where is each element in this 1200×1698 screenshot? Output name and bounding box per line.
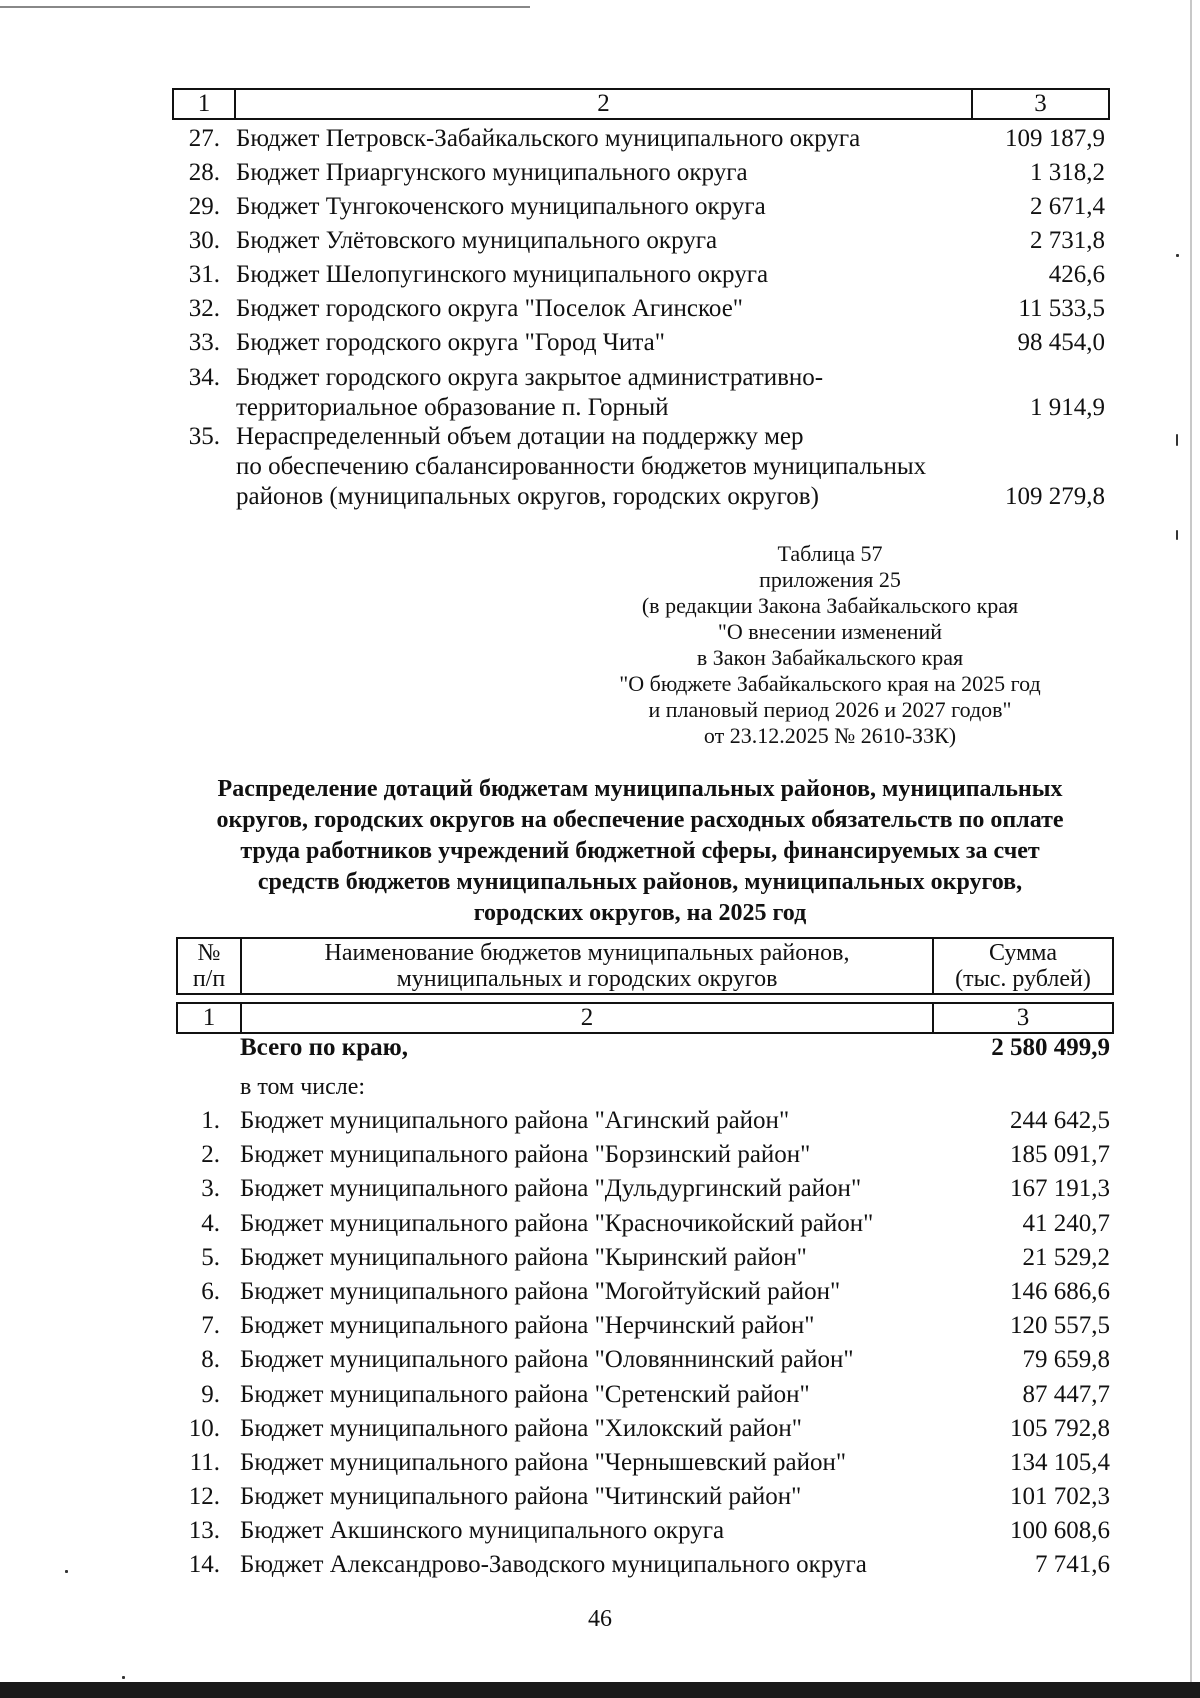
row-number: 2.: [201, 1141, 220, 1169]
row-number: 12.: [188, 1483, 220, 1511]
title-line: округов, городских округов на обеспечение расходных обязательств по оплате: [216, 807, 1064, 833]
total-value: 2 580 499,9: [991, 1034, 1110, 1061]
table-row: [176, 1378, 1110, 1412]
row-number: 7.: [201, 1312, 220, 1340]
row-name: Бюджет городского округа "Город Чита": [236, 329, 665, 356]
header-text: (тыс. рублей): [955, 966, 1091, 992]
row-name: Бюджет муниципального района "Могойтуйский район": [240, 1277, 841, 1305]
table-row: [176, 1548, 1110, 1582]
row-name: Бюджет муниципального района "Сретенский район": [240, 1380, 810, 1408]
row-amount: 1 318,2: [1030, 159, 1105, 186]
row-amount: 21 529,2: [1022, 1243, 1110, 1271]
row-amount: 426,6: [1048, 261, 1105, 288]
row-amount: 244 642,5: [1010, 1107, 1110, 1134]
row-amount: 87 447,7: [1022, 1380, 1110, 1408]
table1-row-34: [170, 363, 1105, 423]
row-name-line: Нераспределенный объем дотации на поддержку мер: [236, 423, 804, 450]
row-number: 4.: [201, 1209, 220, 1237]
row-number: 32.: [188, 295, 220, 322]
row-name: Бюджет муниципального района "Чернышевский район": [240, 1448, 847, 1476]
row-number: 11.: [189, 1448, 220, 1476]
page-number: 46: [588, 1606, 612, 1632]
table-row: [176, 1275, 1110, 1309]
appendix-line: (в редакции Закона Забайкальского края: [641, 593, 1019, 618]
scan-artifact-bottom-bar: [0, 1682, 1200, 1698]
row-amount: 109 279,8: [1005, 483, 1105, 510]
row-name: Бюджет муниципального района "Нерчинский район": [240, 1312, 815, 1340]
table-row: [170, 122, 1105, 156]
table-title: [165, 774, 1115, 929]
row-amount: 120 557,5: [1010, 1312, 1110, 1340]
column-number-1: 1: [197, 90, 211, 117]
row-amount: 2 731,8: [1030, 227, 1105, 254]
row-name-line: районов (муниципальных округов, городских округов): [236, 483, 819, 510]
column-number-2: 2: [234, 90, 971, 118]
row-number: 8.: [201, 1346, 220, 1374]
row-name: Бюджет Шелопугинского муниципального округа: [236, 261, 769, 288]
row-name-line: Бюджет городского округа закрытое административно-: [236, 364, 824, 391]
appendix-line: в Закон Забайкальского края: [696, 645, 964, 670]
scan-artifact-right-edge: [1190, 0, 1192, 1698]
total-label: Всего по краю,: [240, 1034, 408, 1061]
table2-body: [176, 1104, 1110, 1583]
table-row: [170, 190, 1105, 224]
appendix-line: Таблица 57: [777, 541, 883, 566]
row-number: 1.: [201, 1107, 220, 1134]
row-amount: 100 608,6: [1010, 1517, 1110, 1545]
column-number-3: 3: [932, 1004, 1112, 1032]
title-line: средств бюджетов муниципальных районов, муниципальных округов,: [257, 869, 1023, 895]
row-name-line: по обеспечению сбалансированности бюджетов муниципальных: [236, 453, 927, 480]
row-amount: 11 533,5: [1018, 295, 1105, 322]
table-row: [176, 1241, 1110, 1275]
row-number: 27.: [188, 125, 220, 152]
column-number-2: 2: [240, 1004, 932, 1032]
appendix-line: приложения 25: [759, 567, 901, 592]
header-text: муниципальных и городских округов: [396, 966, 778, 992]
table2-header: [176, 937, 1114, 995]
title-line: труда работников учреждений бюджетной сферы, финансируемых за счет: [240, 838, 1040, 864]
table1-column-numbers: [172, 88, 1110, 120]
table-row: [176, 1104, 1110, 1138]
table-row: [176, 1343, 1110, 1377]
table1-body: [170, 122, 1105, 360]
row-name: Бюджет Петровск-Забайкальского муниципального округа: [236, 125, 861, 152]
scan-speck: [1176, 530, 1178, 540]
header-col-sum: [932, 939, 1112, 993]
row-amount: 79 659,8: [1022, 1346, 1110, 1374]
row-name: Бюджет муниципального района "Агинский район": [240, 1107, 790, 1134]
table-row: [176, 1172, 1110, 1206]
scan-speck: [65, 1570, 68, 1573]
row-name: Бюджет Улётовского муниципального округа: [236, 227, 718, 254]
row-name-line: территориальное образование п. Горный: [236, 394, 669, 421]
header-text: Наименование бюджетов муниципальных районов,: [324, 940, 850, 966]
row-number: 5.: [201, 1243, 220, 1271]
row-name: Бюджет муниципального района "Борзинский район": [240, 1141, 811, 1169]
header-col-number: [178, 939, 240, 993]
table1-row-35: [170, 422, 1105, 512]
row-amount: 146 686,6: [1010, 1277, 1110, 1305]
table-row: [176, 1446, 1110, 1480]
header-text: Сумма: [989, 940, 1057, 966]
appendix-line: и плановый период 2026 и 2027 годов": [648, 697, 1012, 722]
table-row: [176, 1138, 1110, 1172]
row-amount: 134 105,4: [1010, 1448, 1110, 1476]
row-number: 14.: [188, 1551, 220, 1579]
row-number: 28.: [188, 159, 220, 186]
row-number: 33.: [188, 329, 220, 356]
row-name: Бюджет муниципального района "Дульдургинский район": [240, 1175, 862, 1203]
table-row: [170, 224, 1105, 258]
row-amount: 98 454,0: [1017, 329, 1105, 356]
table-row: [170, 258, 1105, 292]
row-amount: 41 240,7: [1022, 1209, 1110, 1237]
header-col-name: [240, 939, 932, 993]
scan-speck: [1176, 434, 1178, 446]
header-text: п/п: [192, 966, 226, 992]
row-name: Бюджет муниципального района "Читинский район": [240, 1483, 802, 1511]
including-label: в том числе:: [240, 1074, 366, 1100]
title-line: Распределение дотаций бюджетам муниципальных районов, муниципальных: [217, 776, 1063, 802]
row-number: 29.: [188, 193, 220, 220]
row-amount: 7 741,6: [1035, 1551, 1110, 1579]
table2-column-numbers: [176, 1002, 1114, 1034]
table-row: [176, 1514, 1110, 1548]
row-number: 35.: [188, 423, 220, 450]
table-row: [176, 1309, 1110, 1343]
column-number-1: 1: [202, 1004, 216, 1031]
appendix-line: "О бюджете Забайкальского края на 2025 год: [619, 671, 1041, 696]
row-name: Бюджет Акшинского муниципального округа: [240, 1517, 725, 1545]
row-name: Бюджет Александрово-Заводского муниципального округа: [240, 1551, 867, 1579]
title-line: городских округов, на 2025 год: [473, 900, 807, 926]
row-number: 31.: [188, 261, 220, 288]
row-amount: 185 091,7: [1010, 1141, 1110, 1169]
row-amount: 167 191,3: [1010, 1175, 1110, 1203]
table-row: [176, 1412, 1110, 1446]
row-name: Бюджет Тунгокоченского муниципального округа: [236, 193, 766, 220]
table-row: [170, 326, 1105, 360]
row-amount: 2 671,4: [1030, 193, 1105, 220]
row-number: 10.: [188, 1414, 220, 1442]
row-name: Бюджет муниципального района "Красночикойский район": [240, 1209, 874, 1237]
scan-artifact-top-line: [0, 6, 530, 8]
row-amount: 105 792,8: [1010, 1414, 1110, 1442]
header-text: №: [197, 940, 221, 966]
row-name: Бюджет муниципального района "Оловяннинский район": [240, 1346, 854, 1374]
row-number: 3.: [201, 1175, 220, 1203]
row-number: 13.: [188, 1517, 220, 1545]
table-row: [170, 156, 1105, 190]
table-row: [176, 1207, 1110, 1241]
row-number: 30.: [188, 227, 220, 254]
row-number: 34.: [188, 364, 220, 391]
row-name: Бюджет муниципального района "Кыринский район": [240, 1243, 807, 1271]
scan-speck: [122, 1676, 125, 1679]
appendix-line: "О внесении изменений: [717, 619, 943, 644]
appendix-note: [580, 541, 1080, 749]
row-amount: 101 702,3: [1010, 1483, 1110, 1511]
row-name: Бюджет городского округа "Поселок Агинское": [236, 295, 743, 322]
table-row: [170, 292, 1105, 326]
row-amount: 109 187,9: [1005, 125, 1105, 152]
column-number-3: 3: [971, 90, 1108, 118]
appendix-line: от 23.12.2025 № 2610-ЗЗК): [703, 723, 957, 748]
row-number: 6.: [201, 1277, 220, 1305]
row-number: 9.: [201, 1380, 220, 1408]
row-name: Бюджет муниципального района "Хилокский район": [240, 1414, 803, 1442]
row-name: Бюджет Приаргунского муниципального округа: [236, 159, 748, 186]
scan-speck: [1176, 254, 1179, 257]
table-row: [176, 1480, 1110, 1514]
row-amount: 1 914,9: [1030, 394, 1105, 421]
